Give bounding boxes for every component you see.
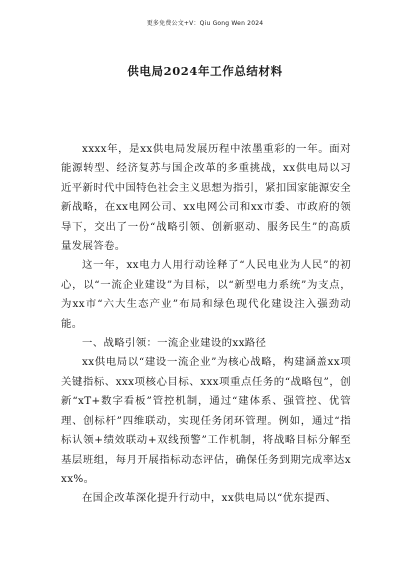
top-note: 更多免费公文+V：Qiu Gong Wen 2024 xyxy=(146,20,264,27)
document-body xyxy=(61,140,351,509)
paragraph: xx供电局以“建设一流企业”为核心战略，构建涵盖xx项关键指标、xxx项核心目标、xxx项重点任务的“战略包”，创新“xT+数字看板”管控机制，通过“建体系、强管控、优管理、创标杆”四维联动，实现任务闭环管理。例如，通过“指标认领+绩效联动+双线预警”工作机制，将战略目标分解至基层班组，每月开展指标动态评估，确保任务到期完成率达xxx%。 xyxy=(61,356,351,485)
section-heading: 一、战略引领：一流企业建设的xx路径 xyxy=(82,337,267,350)
paragraph: 在国企改革深化提升行动中，xx供电局以“优东提西、 xyxy=(82,492,337,505)
paragraph: xxxx年，是xx供电局发展历程中浓墨重彩的一年。面对能源转型、经济复苏与国企改革的多重挑战，xx供电局以习近平新时代中国特色社会主义思想为指引，紧扣国家能源安全新战略，在xx电网公司、xx电网公司和xx市委、市政府的领导下，交出了一份“战略引领、创新驱动、服务民生”的高质量发展答卷。 xyxy=(61,143,351,253)
document-title: 供电局2024年工作总结材料 xyxy=(127,64,283,78)
paragraph: 这一年，xx电力人用行动诠释了“人民电业为人民”的初心，以“一流企业建设”为目标，以“新型电力系统”为支点，为xx市“六大生态产业”布局和绿色现代化建设注入强劲动能。 xyxy=(61,259,351,330)
